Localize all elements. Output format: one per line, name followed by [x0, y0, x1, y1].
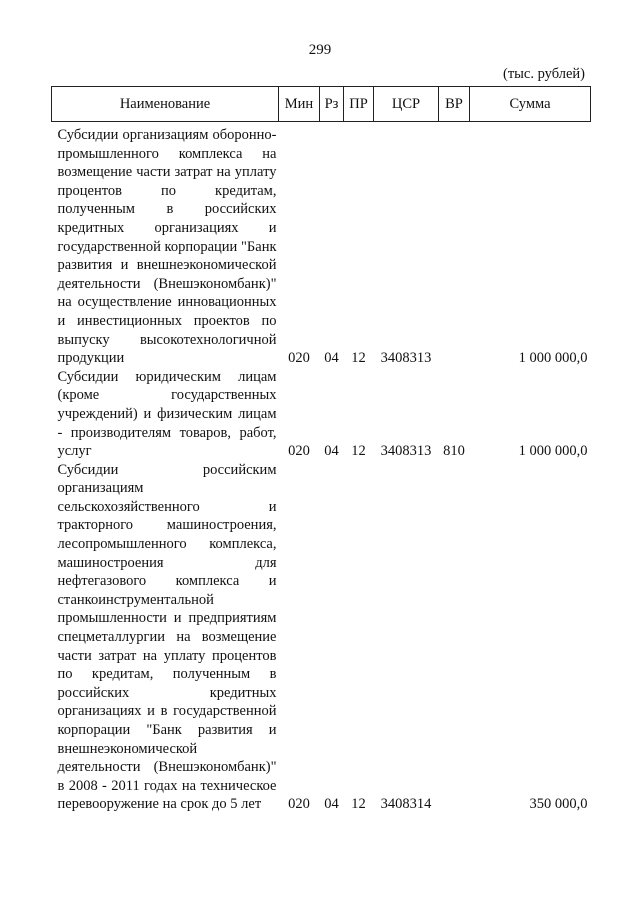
row-name: Субсидии организациям оборонно-промышленного комплекса на возмещение части затрат на уплату процентов по кредитам, полученным в российских кредитных организациях и государственной корпорации "Банк развития и внешнеэкономической деятельности (Внешэкономбанк)" на осуществление инновационных и инвестиционных проектов по выпуску высокотехнологичной продукции: [57, 127, 277, 367]
table-header-row: [52, 87, 591, 122]
row-vr: [439, 461, 470, 814]
budget-table: [51, 86, 591, 814]
row-min: 020: [288, 350, 310, 367]
header-pr: ПР: [344, 87, 374, 122]
row-name: Субсидии юридическим лицам (кроме государственных учреждений) и физическим лицам - производителям товаров, работ, услуг: [57, 368, 277, 460]
units-label: (тыс. рублей): [503, 66, 585, 82]
header-sum: Сумма: [470, 87, 591, 122]
page-number: 299: [308, 42, 332, 58]
row-sum: 350 000,0: [529, 796, 588, 813]
row-rz: 04: [324, 350, 339, 367]
row-pr: 12: [351, 443, 366, 460]
row-vr: [439, 126, 470, 368]
header-vr: ВР: [439, 87, 470, 122]
header-rz: Рз: [320, 87, 344, 122]
row-rz: 04: [324, 443, 339, 460]
row-csr: 3408313: [380, 350, 432, 367]
table-row: [52, 368, 591, 461]
row-sum: 1 000 000,0: [518, 443, 588, 460]
row-csr: 3408313: [380, 443, 432, 460]
header-min: Мин: [279, 87, 320, 122]
row-min: 020: [288, 796, 310, 813]
table-row: [52, 126, 591, 368]
row-sum: 1 000 000,0: [518, 350, 588, 367]
row-csr: 3408314: [380, 796, 432, 813]
row-rz: 04: [324, 796, 339, 813]
row-min: 020: [288, 443, 310, 460]
row-pr: 12: [351, 350, 366, 367]
table-row: [52, 461, 591, 814]
row-vr: 810: [443, 443, 465, 460]
row-name: Субсидии российским организациям сельскохозяйственного и тракторного машиностроения, лесопромышленного комплекса, машиностроения для нефтегазового комплекса и станкоинструментальной промышленности и предприятиям спецметаллургии на возмещение части затрат на уплату процентов по кредитам, полученным в российских кредитных организациях и в государственной корпорации "Банк развития и внешнеэкономической деятельности (Внешэкономбанк)" в 2008 - 2011 годах на техническое перевооружение на срок до 5 лет: [57, 461, 277, 813]
header-csr: ЦСР: [374, 87, 439, 122]
row-pr: 12: [351, 796, 366, 813]
header-name: Наименование: [52, 87, 279, 122]
